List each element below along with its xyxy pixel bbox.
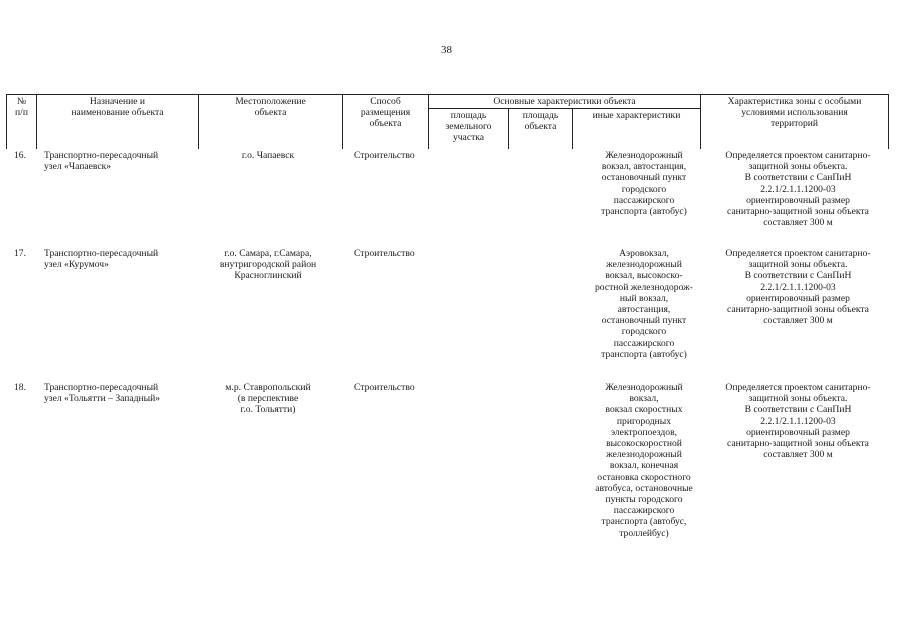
header-object-area: площадь объекта (509, 109, 573, 149)
row-18-placement: Строительство (354, 382, 415, 393)
row-17-other: Аэровокзал, железнодорожный вокзал, высокоско- ростной железнодорож- ный вокзал, автостанция, остановочный пункт городского пассажирского транспорта (автобус) (595, 248, 693, 360)
header-name: Назначение и наименование объекта (37, 95, 199, 149)
header-location: Местоположение объекта (199, 95, 343, 149)
row-16-other: Железнодорожный вокзал, автостанция, остановочный пункт городского пассажирского транспорта (автобус) (601, 150, 687, 218)
header-land-area: площадь земельного участка (429, 109, 509, 149)
page-number: 38 (441, 44, 452, 56)
row-16-num: 16. (14, 150, 26, 161)
row-17-num: 17. (14, 248, 26, 259)
header-zone: Характеристика зоны с особыми условиями использования территорий (701, 95, 889, 149)
header-other-characteristics: иные характеристики (573, 109, 701, 149)
header-num: № п/п (7, 95, 37, 149)
row-18-num: 18. (14, 382, 26, 393)
row-17-placement: Строительство (354, 248, 415, 259)
row-16-location: г.о. Чапаевск (241, 150, 295, 161)
row-16-name: Транспортно-пересадочный узел «Чапаевск» (44, 150, 159, 173)
row-17-zone: Определяется проектом санитарно- защитной зоны объекта. В соответствии с СанПиН 2.2.1/2.1.1.1200-03 ориентировочный размер санитарно-защитной зоны объекта составляет 300 м (725, 248, 871, 327)
header-main-characteristics: Основные характеристики объекта (429, 95, 701, 109)
row-17-location: г.о. Самара, г.Самара, внутригородской район Красноглинский (219, 248, 317, 282)
row-18-name: Транспортно-пересадочный узел «Тольятти – Западный» (44, 382, 161, 405)
row-16-zone: Определяется проектом санитарно- защитной зоны объекта. В соответствии с СанПиН 2.2.1/2.1.1.1200-03 ориентировочный размер санитарно-защитной зоны объекта составляет 300 м (725, 150, 871, 229)
row-18-zone: Определяется проектом санитарно- защитной зоны объекта. В соответствии с СанПиН 2.2.1/2.1.1.1200-03 ориентировочный размер санитарно-защитной зоны объекта составляет 300 м (725, 382, 871, 461)
row-18-other: Железнодорожный вокзал, вокзал скоростных пригородных электропоездов, высокоскоростной железнодорожный вокзал, конечная остановка скоростного автобуса, остановочные пункты городского пассажирского транспорта (автобус, троллейбус) (595, 382, 693, 539)
row-18-location: м.р. Ставропольский (в перспективе г.о. Тольятти) (225, 382, 311, 416)
row-17-name: Транспортно-пересадочный узел «Курумоч» (44, 248, 159, 271)
row-16-placement: Строительство (354, 150, 415, 161)
header-placement: Способ размещения объекта (343, 95, 429, 149)
